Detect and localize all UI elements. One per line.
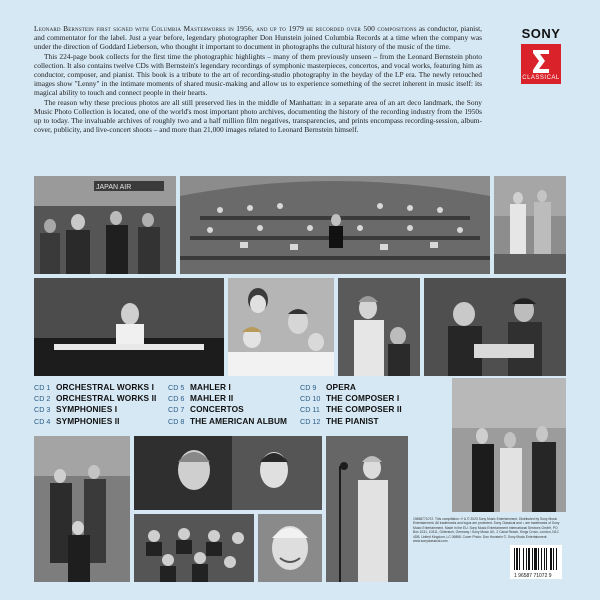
sony-wordmark: SONY: [521, 26, 561, 41]
sony-classical-logo: [514, 26, 568, 84]
barcode-bar: [556, 548, 557, 570]
legal-notice: 19658771072. This compilation: ℗ & © 2023 Sony Music Entertainment. Distributed by Sony Music Entertainment. All trademarks and logos are protected. Sony Classical and ♪ are trademarks of Sony Music Entertainment. Made in the EU. Sony Music Entertainment International Services GmbH, PO Box 1031, 10311, Gütersloh, Germany / Sony Music UK, 2 Canal Reach, Kings Cross, London, N1C 4DB, United Kingdom, LC 06868. Cover Photo: Don Hunstein ©, Sony Music Entertainment. www.sonyclassical.com: [413, 517, 560, 544]
photo-singer-image: [326, 436, 408, 582]
classical-label: CLASSICAL: [522, 75, 560, 81]
cd-title: THE AMERICAN ALBUM: [190, 415, 288, 426]
photo-bernstein-smile: [258, 514, 322, 582]
barcode-bar: [516, 548, 518, 570]
cd-title: ORCHESTRAL WORKS II: [56, 393, 157, 404]
barcode-bar: [544, 548, 545, 570]
liner-paragraph-2: This 224-page book collects for the first time the photographic highlights – many of them previously unseen – from the Leonard Bernstein photo collection. It also contains twelve CDs with Bernstein's legendary recordings of symphonic masterpieces, concertos, and vocal works, featuring him as conductor, composer, and pianist. This book is a tribute to the art of recording-studio photography in the heyday of the LP era. The newly retouched images show "Lenny" in the intimate moments of shared music-making and allow us to experience something of the secret inherent in music itself: its magical ability to touch and connect people in their hearts.: [34, 51, 482, 98]
cd-item: [34, 416, 156, 427]
cd-number: CD 10: [300, 394, 321, 404]
barcode-bars: [510, 545, 562, 579]
cd-item: [300, 404, 402, 415]
cd-number: CD 1: [34, 383, 51, 392]
photo-street-image: [494, 176, 566, 274]
photo-orchestra-image: [180, 176, 490, 274]
cd-title: SYMPHONIES II: [56, 415, 120, 426]
cd-number: CD 11: [300, 405, 320, 415]
cd-number: CD 7: [168, 405, 185, 415]
cd-title: THE COMPOSER II: [326, 404, 402, 415]
cd-item: [300, 382, 402, 393]
cd-number: CD 4: [34, 416, 51, 426]
barcode-bar: [553, 548, 554, 570]
barcode-bar: [538, 548, 539, 570]
barcode-bar: [526, 548, 527, 570]
photo-airport-image: [34, 176, 176, 274]
cd-title: ORCHESTRAL WORKS I: [56, 382, 154, 392]
cd-title: MAHLER II: [190, 393, 234, 404]
cd-item: [168, 393, 287, 404]
classical-badge: [521, 44, 561, 84]
barcode: [510, 545, 562, 579]
photo-lady-image: [338, 278, 420, 376]
barcode-bar: [528, 548, 530, 570]
cd-title: OPERA: [326, 382, 357, 392]
photo-two-men-score: [424, 278, 566, 376]
photo-score-image: [424, 278, 566, 376]
photo-men-street-image: [34, 436, 130, 582]
barcode-bar: [519, 548, 520, 570]
photo-bernstein-piano: [34, 278, 224, 376]
cd-item: [34, 382, 156, 393]
photo-smile-image: [258, 514, 322, 582]
airline-sign-text: JAPAN AIR: [96, 184, 132, 191]
cd-title: THE COMPOSER I: [326, 393, 400, 404]
cd-title: THE PIANIST: [326, 415, 379, 426]
cd-item: [168, 404, 287, 415]
cd-column-1: [34, 382, 156, 427]
cd-item: [168, 416, 287, 427]
cd-number: CD 3: [34, 405, 51, 415]
photo-family-image: [228, 278, 334, 376]
cd-number: CD 9: [300, 383, 317, 392]
liner-paragraph-3: The reason why these precious photos are all still preserved lies in the middle of Manhattan: in a separate area of an art deco landmark, the Sony Music Photo Collection is located, one of the world's most important photo archives, documenting the history of the recording industry from the 1950s up to today. The invaluable archives of roughly two and a half million film negatives, transparencies, and prints encompass recording-session, album-cover, publicity, and live-concert shoots – and more than 21,000 images related to Leonard Bernstein himself.: [34, 97, 482, 135]
cd-column-2: [168, 382, 287, 427]
barcode-bar: [550, 548, 552, 570]
cd-number: CD 5: [168, 383, 185, 392]
photo-conductor-closeup: [134, 436, 322, 510]
barcode-bar: [541, 548, 542, 570]
liner-p1-rest: as conductor, pianist, and commentator for the label. Just a year before, legendary photographer Don Hunstein joined Columbia Records at a time when the company was under the direction of Goddard Lieberson, who thought it important to document in photographs the cultural history of the music of the time.: [34, 24, 482, 52]
barcode-digits: 1 96587 71072 9: [514, 573, 552, 579]
photo-orchestra-rehearsal: [180, 176, 490, 274]
photo-piano-image: [34, 278, 224, 376]
photo-men-street: [34, 436, 130, 582]
cd-column-3: [300, 382, 402, 427]
cd-item: [300, 393, 402, 404]
cd-number: CD 6: [168, 394, 185, 404]
cd-item: [34, 393, 156, 404]
barcode-bar: [546, 548, 547, 570]
barcode-bar: [523, 548, 524, 570]
photo-airport: [34, 176, 176, 274]
cd-item: [168, 382, 287, 393]
cd-item: [300, 416, 402, 427]
cd-tracklist: [34, 382, 444, 432]
photo-group-image: [452, 378, 566, 512]
photo-group-suits: [452, 378, 566, 512]
barcode-bar: [534, 548, 537, 570]
barcode-bar: [532, 548, 533, 570]
liner-notes: [34, 24, 482, 134]
barcode-bar: [514, 548, 515, 570]
cd-number: CD 12: [300, 416, 321, 426]
photo-audience: [134, 514, 254, 582]
cd-number: CD 2: [34, 394, 51, 404]
photo-family: [228, 278, 334, 376]
cd-title: SYMPHONIES I: [56, 404, 118, 415]
cd-title: CONCERTOS: [190, 404, 244, 415]
cd-title: MAHLER I: [190, 382, 231, 392]
photo-lady-portrait: [338, 278, 420, 376]
liner-paragraph-1: [34, 24, 482, 52]
cd-number: CD 8: [168, 416, 185, 426]
photo-street-walk: [494, 176, 566, 274]
photo-singer-mic: [326, 436, 408, 582]
photo-conductor-image: [134, 436, 322, 510]
liner-lead: Leonard Bernstein first signed with Columbia Masterworks in 1956, and up to 1979 he recorded over 500 compositions: [34, 24, 417, 33]
cd-item: [34, 404, 156, 415]
photo-audience-image: [134, 514, 254, 582]
